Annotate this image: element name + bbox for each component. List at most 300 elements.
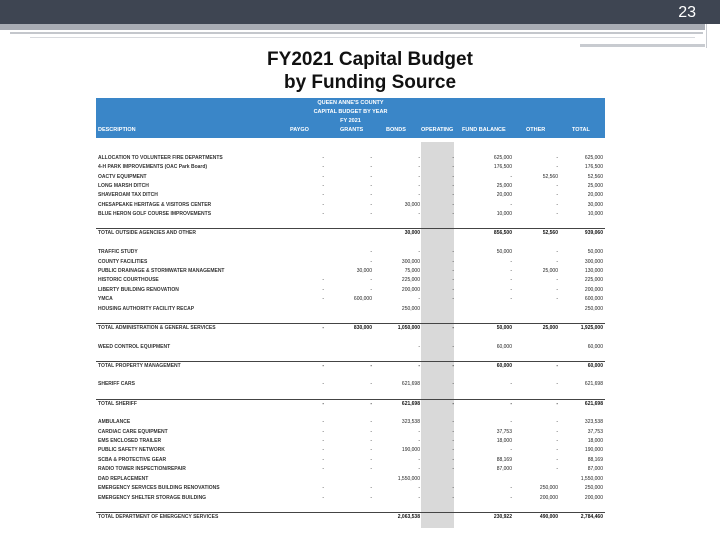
- amount-cell: 87,000: [587, 466, 603, 473]
- row-description: SHAVEROAM TAX DITCH: [98, 192, 158, 199]
- empty-cell: [96, 238, 278, 247]
- amount-cell: -: [322, 381, 324, 388]
- row-description: LIBERTY BUILDING RENOVATION: [98, 286, 179, 293]
- empty-cell: [374, 352, 422, 361]
- amount-cell: -: [452, 201, 454, 208]
- amount-cell: 18,000: [587, 438, 603, 445]
- amount-cell: -: [452, 494, 454, 501]
- spacer-row: [96, 390, 605, 399]
- empty-cell: [374, 390, 422, 399]
- amount-cell: 625,000: [584, 154, 603, 161]
- empty-cell: [96, 333, 278, 342]
- decorative-line: [580, 44, 705, 47]
- table-row: [96, 342, 605, 351]
- table-row: [96, 286, 605, 295]
- amount-cell: -: [370, 277, 372, 284]
- empty-cell: [422, 238, 456, 247]
- empty-cell: [456, 409, 514, 418]
- amount-cell: -: [422, 323, 456, 333]
- amount-cell: 60,000: [587, 343, 603, 350]
- amount-cell: 621,698: [374, 399, 422, 409]
- empty-cell: [514, 333, 560, 342]
- amount-cell: -: [370, 286, 372, 293]
- amount-cell: 225,000: [401, 277, 420, 284]
- empty-cell: [456, 238, 514, 247]
- amount-cell: -: [322, 182, 324, 189]
- amount-cell: -: [322, 173, 324, 180]
- amount-cell: -: [556, 428, 558, 435]
- empty-cell: [96, 503, 278, 512]
- amount-cell: -: [452, 258, 454, 265]
- amount-cell: -: [510, 201, 512, 208]
- amount-cell: -: [510, 286, 512, 293]
- spacer-row: [96, 333, 605, 342]
- amount-cell: 621,698: [401, 381, 420, 388]
- row-description: ALLOCATION TO VOLUNTEER FIRE DEPARTMENTS: [98, 154, 223, 161]
- amount-cell: -: [556, 447, 558, 454]
- amount-cell: -: [418, 485, 420, 492]
- amount-cell: 18,000: [496, 438, 512, 445]
- amount-cell: -: [556, 381, 558, 388]
- spacer-row: [96, 238, 605, 247]
- amount-cell: -: [510, 419, 512, 426]
- amount-cell: -: [452, 419, 454, 426]
- amount-cell: -: [418, 173, 420, 180]
- amount-cell: -: [418, 456, 420, 463]
- table-row: [96, 191, 605, 200]
- empty-cell: [456, 220, 514, 229]
- empty-cell: [374, 314, 422, 323]
- amount-cell: 10,000: [496, 211, 512, 218]
- amount-cell: 60,000: [456, 361, 514, 371]
- amount-cell: -: [556, 466, 558, 473]
- amount-cell: -: [322, 485, 324, 492]
- amount-cell: [422, 229, 456, 239]
- amount-cell: 60,000: [496, 343, 512, 350]
- amount-cell: [326, 512, 374, 522]
- row-description: EMERGENCY SHELTER STORAGE BUILDING: [98, 494, 207, 501]
- amount-cell: -: [370, 258, 372, 265]
- amount-cell: 52,560: [542, 173, 558, 180]
- budget-name: CAPITAL BUDGET BY YEAR: [313, 109, 388, 115]
- amount-cell: 190,000: [584, 447, 603, 454]
- amount-cell: -: [322, 164, 324, 171]
- spacer-row: [96, 409, 605, 418]
- row-description: TRAFFIC STUDY: [98, 249, 138, 256]
- amount-cell: [278, 267, 326, 276]
- amount-cell: -: [510, 296, 512, 303]
- amount-cell: -: [514, 361, 560, 371]
- empty-cell: [456, 371, 514, 380]
- amount-cell: 621,698: [584, 381, 603, 388]
- empty-cell: [278, 220, 326, 229]
- empty-cell: [422, 503, 456, 512]
- amount-cell: [278, 342, 326, 351]
- amount-cell: 200,000: [401, 286, 420, 293]
- amount-cell: -: [418, 211, 420, 218]
- amount-cell: -: [452, 277, 454, 284]
- amount-cell: -: [370, 249, 372, 256]
- amount-cell: -: [370, 456, 372, 463]
- amount-cell: -: [370, 164, 372, 171]
- amount-cell: -: [510, 258, 512, 265]
- amount-cell: -: [370, 154, 372, 161]
- spacer-row: [96, 220, 605, 229]
- amount-cell: 250,000: [584, 305, 603, 312]
- amount-cell: -: [418, 249, 420, 256]
- total-row: [96, 229, 605, 239]
- total-row: [96, 512, 605, 522]
- row-description: EMERGENCY SERVICES BUILDING RENOVATIONS: [98, 485, 220, 492]
- row-description: BLUE HERON GOLF COURSE IMPROVEMENTS: [98, 211, 212, 218]
- column-header-paygo: PAYGO: [290, 127, 309, 133]
- amount-cell: 300,000: [584, 258, 603, 265]
- amount-cell: -: [322, 211, 324, 218]
- amount-cell: -: [322, 286, 324, 293]
- row-description: PUBLIC DRAINAGE & STORMWATER MANAGEMENT: [98, 267, 225, 274]
- empty-cell: [278, 371, 326, 380]
- amount-cell: 10,000: [587, 211, 603, 218]
- empty-cell: [278, 503, 326, 512]
- amount-cell: -: [278, 361, 326, 371]
- amount-cell: 600,000: [584, 296, 603, 303]
- amount-cell: -: [510, 381, 512, 388]
- empty-cell: [96, 220, 278, 229]
- amount-cell: -: [556, 211, 558, 218]
- empty-cell: [278, 238, 326, 247]
- row-description: RADIO TOWER INSPECTION/REPAIR: [98, 466, 186, 473]
- amount-cell: -: [452, 343, 454, 350]
- total-row: [96, 399, 605, 409]
- amount-cell: -: [452, 381, 454, 388]
- spreadsheet-header: [96, 98, 605, 138]
- row-description: TOTAL SHERIFF: [96, 399, 278, 409]
- amount-cell: -: [374, 361, 422, 371]
- amount-cell: -: [452, 447, 454, 454]
- row-description: YMCA: [98, 296, 113, 303]
- amount-cell: 30,000: [587, 201, 603, 208]
- amount-cell: -: [456, 399, 514, 409]
- amount-cell: -: [370, 192, 372, 199]
- amount-cell: -: [370, 381, 372, 388]
- row-description: WEED CONTROL EQUIPMENT: [98, 343, 171, 350]
- empty-cell: [326, 352, 374, 361]
- amount-cell: -: [418, 494, 420, 501]
- amount-cell: -: [370, 494, 372, 501]
- table-row: [96, 305, 605, 314]
- amount-cell: -: [326, 399, 374, 409]
- fiscal-year: FY 2021: [340, 118, 361, 124]
- amount-cell: 25,000: [542, 267, 558, 274]
- amount-cell: -: [452, 164, 454, 171]
- amount-cell: 2,063,538: [374, 512, 422, 522]
- amount-cell: 1,550,000: [397, 475, 420, 482]
- empty-cell: [278, 390, 326, 399]
- row-description: SHERIFF CARS: [98, 381, 135, 388]
- amount-cell: 323,538: [584, 419, 603, 426]
- empty-cell: [560, 144, 605, 153]
- amount-cell: -: [418, 164, 420, 171]
- total-row: [96, 361, 605, 371]
- amount-cell: [514, 475, 560, 484]
- empty-cell: [514, 220, 560, 229]
- slide-title-line-1: FY2021 Capital Budget: [267, 49, 473, 70]
- amount-cell: [278, 248, 326, 257]
- amount-cell: 176,500: [493, 164, 512, 171]
- table-row: [96, 163, 605, 172]
- amount-cell: -: [556, 154, 558, 161]
- amount-cell: -: [322, 456, 324, 463]
- amount-cell: -: [452, 211, 454, 218]
- empty-cell: [514, 144, 560, 153]
- amount-cell: -: [322, 277, 324, 284]
- amount-cell: 490,000: [514, 512, 560, 522]
- row-description: HISTORIC COURTHOUSE: [98, 277, 159, 284]
- amount-cell: 25,000: [496, 182, 512, 189]
- amount-cell: -: [418, 154, 420, 161]
- empty-cell: [374, 409, 422, 418]
- empty-cell: [278, 333, 326, 342]
- table-row: [96, 276, 605, 285]
- amount-cell: 52,560: [514, 229, 560, 239]
- empty-cell: [96, 314, 278, 323]
- amount-cell: -: [556, 164, 558, 171]
- empty-cell: [326, 144, 374, 153]
- amount-cell: [278, 305, 326, 314]
- amount-cell: -: [556, 296, 558, 303]
- empty-cell: [422, 144, 456, 153]
- amount-cell: -: [418, 192, 420, 199]
- table-row: [96, 248, 605, 257]
- amount-cell: 60,000: [560, 361, 605, 371]
- amount-cell: 1,050,000: [374, 323, 422, 333]
- budget-spreadsheet: [96, 98, 605, 528]
- amount-cell: 20,000: [587, 192, 603, 199]
- amount-cell: [514, 305, 560, 314]
- table-row: [96, 437, 605, 446]
- amount-cell: [422, 512, 456, 522]
- amount-cell: 25,000: [514, 323, 560, 333]
- amount-cell: -: [322, 494, 324, 501]
- amount-cell: 230,922: [456, 512, 514, 522]
- row-description: EMS ENCLOSED TRAILER: [98, 438, 162, 445]
- amount-cell: [456, 305, 514, 314]
- empty-cell: [326, 314, 374, 323]
- table-row: [96, 182, 605, 191]
- table-row: [96, 267, 605, 276]
- amount-cell: -: [418, 296, 420, 303]
- amount-cell: -: [370, 438, 372, 445]
- table-row: [96, 475, 605, 484]
- empty-cell: [560, 314, 605, 323]
- amount-cell: -: [370, 466, 372, 473]
- total-row: [96, 323, 605, 333]
- table-row: [96, 493, 605, 502]
- table-row: [96, 201, 605, 210]
- empty-cell: [514, 314, 560, 323]
- slide-number: 23: [678, 4, 696, 21]
- amount-cell: -: [278, 399, 326, 409]
- amount-cell: -: [418, 182, 420, 189]
- amount-cell: 200,000: [584, 494, 603, 501]
- amount-cell: [514, 342, 560, 351]
- amount-cell: 250,000: [584, 485, 603, 492]
- amount-cell: 250,000: [539, 485, 558, 492]
- row-description: TOTAL PROPERTY MANAGEMENT: [96, 361, 278, 371]
- empty-cell: [456, 503, 514, 512]
- amount-cell: 30,000: [404, 201, 420, 208]
- amount-cell: 30,000: [374, 229, 422, 239]
- empty-cell: [560, 409, 605, 418]
- amount-cell: -: [452, 154, 454, 161]
- amount-cell: -: [370, 447, 372, 454]
- empty-cell: [560, 220, 605, 229]
- amount-cell: -: [322, 447, 324, 454]
- amount-cell: -: [556, 277, 558, 284]
- empty-cell: [514, 371, 560, 380]
- amount-cell: 323,538: [401, 419, 420, 426]
- slide-title: [160, 48, 580, 94]
- empty-cell: [374, 503, 422, 512]
- amount-cell: -: [370, 428, 372, 435]
- column-header-fund-balance: FUND BALANCE: [462, 127, 506, 133]
- empty-cell: [456, 390, 514, 399]
- amount-cell: 830,000: [326, 323, 374, 333]
- amount-cell: [326, 229, 374, 239]
- amount-cell: -: [556, 258, 558, 265]
- amount-cell: -: [422, 361, 456, 371]
- amount-cell: -: [452, 286, 454, 293]
- amount-cell: -: [452, 485, 454, 492]
- amount-cell: -: [418, 343, 420, 350]
- amount-cell: -: [326, 361, 374, 371]
- empty-cell: [514, 390, 560, 399]
- empty-cell: [560, 333, 605, 342]
- amount-cell: -: [510, 277, 512, 284]
- slide-top-bar: [0, 0, 720, 24]
- amount-cell: -: [556, 192, 558, 199]
- empty-cell: [374, 220, 422, 229]
- empty-cell: [96, 144, 278, 153]
- amount-cell: -: [322, 438, 324, 445]
- row-description: 4-H PARK IMPROVEMENTS (OAC Park Board): [98, 164, 208, 171]
- amount-cell: -: [370, 201, 372, 208]
- amount-cell: 52,560: [587, 173, 603, 180]
- empty-cell: [278, 314, 326, 323]
- empty-cell: [514, 238, 560, 247]
- amount-cell: 30,000: [356, 267, 372, 274]
- amount-cell: 176,500: [584, 164, 603, 171]
- empty-cell: [560, 503, 605, 512]
- amount-cell: -: [452, 428, 454, 435]
- row-description: DAD REPLACEMENT: [98, 475, 149, 482]
- row-description: CHESAPEAKE HERITAGE & VISITORS CENTER: [98, 201, 212, 208]
- table-row: [96, 172, 605, 181]
- amount-cell: -: [510, 494, 512, 501]
- decorative-line: [10, 32, 703, 34]
- row-description: TOTAL OUTSIDE AGENCIES AND OTHER: [96, 229, 278, 239]
- amount-cell: -: [510, 447, 512, 454]
- row-description: CARDIAC CARE EQUIPMENT: [98, 428, 168, 435]
- empty-cell: [278, 352, 326, 361]
- row-description: PUBLIC SAFETY NETWORK: [98, 447, 165, 454]
- table-row: [96, 380, 605, 389]
- row-description: AMBULANCE: [98, 419, 131, 426]
- amount-cell: -: [452, 456, 454, 463]
- table-row: [96, 418, 605, 427]
- amount-cell: -: [556, 456, 558, 463]
- amount-cell: -: [422, 399, 456, 409]
- empty-cell: [456, 333, 514, 342]
- amount-cell: -: [418, 466, 420, 473]
- amount-cell: -: [510, 485, 512, 492]
- empty-cell: [326, 409, 374, 418]
- empty-cell: [374, 144, 422, 153]
- amount-cell: -: [452, 466, 454, 473]
- amount-cell: -: [370, 182, 372, 189]
- decorative-line: [0, 24, 705, 30]
- amount-cell: -: [322, 192, 324, 199]
- empty-cell: [560, 371, 605, 380]
- amount-cell: 625,000: [493, 154, 512, 161]
- empty-cell: [422, 409, 456, 418]
- amount-cell: 225,000: [584, 277, 603, 284]
- amount-cell: 25,000: [587, 182, 603, 189]
- empty-cell: [326, 371, 374, 380]
- amount-cell: -: [452, 192, 454, 199]
- amount-cell: -: [370, 173, 372, 180]
- amount-cell: 300,000: [401, 258, 420, 265]
- empty-cell: [422, 371, 456, 380]
- amount-cell: 88,169: [587, 456, 603, 463]
- amount-cell: -: [452, 296, 454, 303]
- spacer-row: [96, 314, 605, 323]
- amount-cell: -: [452, 249, 454, 256]
- row-description: SCBA & PROTECTIVE GEAR: [98, 456, 167, 463]
- amount-cell: -: [556, 182, 558, 189]
- empty-cell: [560, 390, 605, 399]
- empty-cell: [96, 371, 278, 380]
- row-description: COUNTY FACILITIES: [98, 258, 148, 265]
- amount-cell: -: [514, 399, 560, 409]
- amount-cell: 621,698: [560, 399, 605, 409]
- amount-cell: -: [278, 323, 326, 333]
- empty-cell: [422, 333, 456, 342]
- amount-cell: -: [556, 419, 558, 426]
- amount-cell: 75,000: [404, 267, 420, 274]
- amount-cell: -: [322, 419, 324, 426]
- amount-cell: 250,000: [401, 305, 420, 312]
- empty-cell: [96, 409, 278, 418]
- table-row: [96, 257, 605, 266]
- empty-cell: [326, 503, 374, 512]
- amount-cell: 856,500: [456, 229, 514, 239]
- amount-cell: -: [418, 428, 420, 435]
- spacer-row: [96, 352, 605, 361]
- spacer-row: [96, 371, 605, 380]
- empty-cell: [514, 503, 560, 512]
- empty-cell: [514, 352, 560, 361]
- amount-cell: -: [322, 428, 324, 435]
- table-row: [96, 153, 605, 162]
- table-row: [96, 465, 605, 474]
- amount-cell: -: [556, 286, 558, 293]
- empty-cell: [422, 314, 456, 323]
- amount-cell: [326, 342, 374, 351]
- amount-cell: -: [370, 485, 372, 492]
- amount-cell: [278, 512, 326, 522]
- amount-cell: [422, 475, 456, 484]
